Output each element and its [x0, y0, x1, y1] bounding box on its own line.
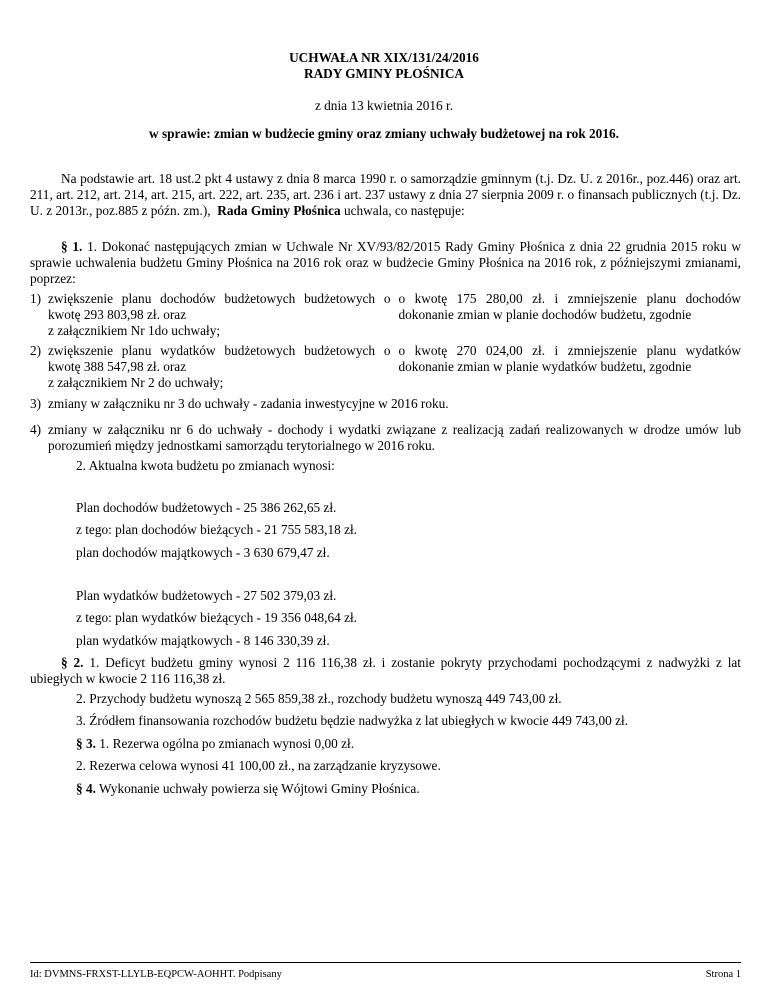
- paragraph-4: [76, 781, 420, 797]
- list-item-2-right: o kwotę 270 024,00 zł. i zmniejszenie planu wydatków dokonanie zmian w planie wydatków budżetu, zgodnie: [398, 343, 741, 374]
- paragraph-2-point-3: 3. Źródłem finansowania rozchodów budżetu będzie nadwyżka z lat ubiegłych w kwocie 449 743,00 zł.: [76, 713, 629, 728]
- list-item-2-left: zwiększenie planu wydatków budżetowych budżetowych o kwotę 388 547,98 zł. oraz: [48, 343, 391, 374]
- paragraph-2-mark: § 2.: [61, 655, 84, 670]
- resolution-subject: w sprawie: zmian w budżecie gminy oraz zmiany uchwały budżetowej na rok 2016.: [149, 126, 619, 141]
- preamble-council: Rada Gminy Płośnica: [217, 203, 341, 218]
- list-item-1-left: zwiększenie planu dochodów budżetowych budżetowych o kwotę 293 803,98 zł. oraz: [48, 291, 391, 322]
- income-property: plan dochodów majątkowych - 3 630 679,47 zł.: [76, 545, 330, 560]
- list-item-3-number: 3): [30, 396, 42, 411]
- paragraph-3-mark: § 3.: [76, 736, 96, 751]
- title-line-1: UCHWAŁA NR XIX/131/24/2016: [289, 50, 479, 65]
- paragraph-2-point-2: 2. Przychody budżetu wynoszą 2 565 859,38 zł., rozchody budżetu wynoszą 449 743,00 zł.: [76, 691, 562, 706]
- preamble-tail: uchwala, co następuje:: [343, 203, 465, 218]
- title-line-2: RADY GMINY PŁOŚNICA: [303, 66, 465, 81]
- list-item-3: [30, 396, 741, 412]
- list-item-3-text: zmiany w załączniku nr 3 do uchwały - zadania inwestycyjne w 2016 roku.: [48, 396, 449, 411]
- paragraph-4-text: Wykonanie uchwały powierza się Wójtowi Gminy Płośnica.: [99, 781, 420, 796]
- list-item-1-number: 1): [30, 291, 42, 306]
- paragraph-2-point-1-text: 1. Deficyt budżetu gminy wynosi 2 116 116,38 zł. i zostanie pokryty przychodami pochodzącymi z nadwyżki z lat ubiegłych w kwocie 2 116 116,38 zł.: [30, 655, 741, 686]
- paragraph-1-point-2: 2. Aktualna kwota budżetu po zmianach wynosi:: [76, 458, 335, 473]
- income-current: z tego: plan dochodów bieżących - 21 755 583,18 zł.: [76, 522, 358, 537]
- paragraph-1-intro: [30, 239, 741, 287]
- list-item-2-tail: z załącznikiem Nr 2 do uchwały;: [48, 375, 224, 390]
- list-item-2-number: 2): [30, 343, 42, 358]
- resolution-title: [0, 50, 768, 82]
- paragraph-3-point-1-text: 1. Rezerwa ogólna po zmianach wynosi 0,00 zł.: [99, 736, 355, 751]
- paragraph-4-mark: § 4.: [76, 781, 96, 796]
- paragraph-1-text: 1. Dokonać następujących zmian w Uchwale Nr XV/93/82/2015 Rady Gminy Płośnica z dnia 22 grudnia 2015 roku w sprawie uchwalenia budżetu Gminy Płośnica na 2016 rok oraz w budżecie Gminy Płośnica na 2016 rok, z późniejszymi zmianami, poprzez:: [30, 239, 741, 286]
- list-item-1-tail: z załącznikiem Nr 1do uchwały;: [48, 323, 221, 338]
- footer-divider: [30, 962, 741, 963]
- preamble-text: Na podstawie art. 18 ust.2 pkt 4 ustawy z dnia 8 marca 1990 r. o samorządzie gminnym (t.j. Dz. U. z 2016r., poz.446) oraz art. 211, art. 212, art. 214, art. 215, art. 222, art. 235, art. 236 i art. 237 ustawy z dnia 27 sierpnia 2009 r. o finansach publicznych (t.j. Dz. U. z 2013r., poz.885 z późn. zm.),: [30, 171, 741, 218]
- list-item-2: [30, 343, 741, 391]
- income-total: Plan dochodów budżetowych - 25 386 262,65 zł.: [76, 500, 337, 515]
- list-item-4-text: zmiany w załączniku nr 6 do uchwały - dochody i wydatki związane z realizacją zadań realizowanych w drodze umów lub porozumień między jednostkami samorządu terytorialnego w 2016 roku.: [48, 422, 741, 453]
- list-item-4: [30, 422, 741, 454]
- expense-total: Plan wydatków budżetowych - 27 502 379,03 zł.: [76, 588, 337, 603]
- footer-page-number: Strona 1: [705, 969, 741, 980]
- preamble: [30, 171, 741, 219]
- resolution-date: z dnia 13 kwietnia 2016 r.: [314, 98, 454, 113]
- list-item-1: [30, 291, 741, 339]
- paragraph-3-point-1: [76, 736, 354, 752]
- footer-document-id: Id: DVMNS-FRXST-LLYLB-EQPCW-AOHHT. Podpisany: [30, 969, 282, 980]
- paragraph-1-mark: § 1.: [61, 239, 83, 254]
- paragraph-2-point-1: [30, 655, 741, 687]
- expense-current: z tego: plan wydatków bieżących - 19 356 048,64 zł.: [76, 610, 358, 625]
- expense-property: plan wydatków majątkowych - 8 146 330,39 zł.: [76, 633, 330, 648]
- list-item-4-number: 4): [30, 422, 42, 437]
- paragraph-3-point-2: 2. Rezerwa celowa wynosi 41 100,00 zł., na zarządzanie kryzysowe.: [76, 758, 441, 773]
- list-item-1-right: o kwotę 175 280,00 zł. i zmniejszenie planu dochodów dokonanie zmian w planie dochodów budżetu, zgodnie: [398, 291, 741, 322]
